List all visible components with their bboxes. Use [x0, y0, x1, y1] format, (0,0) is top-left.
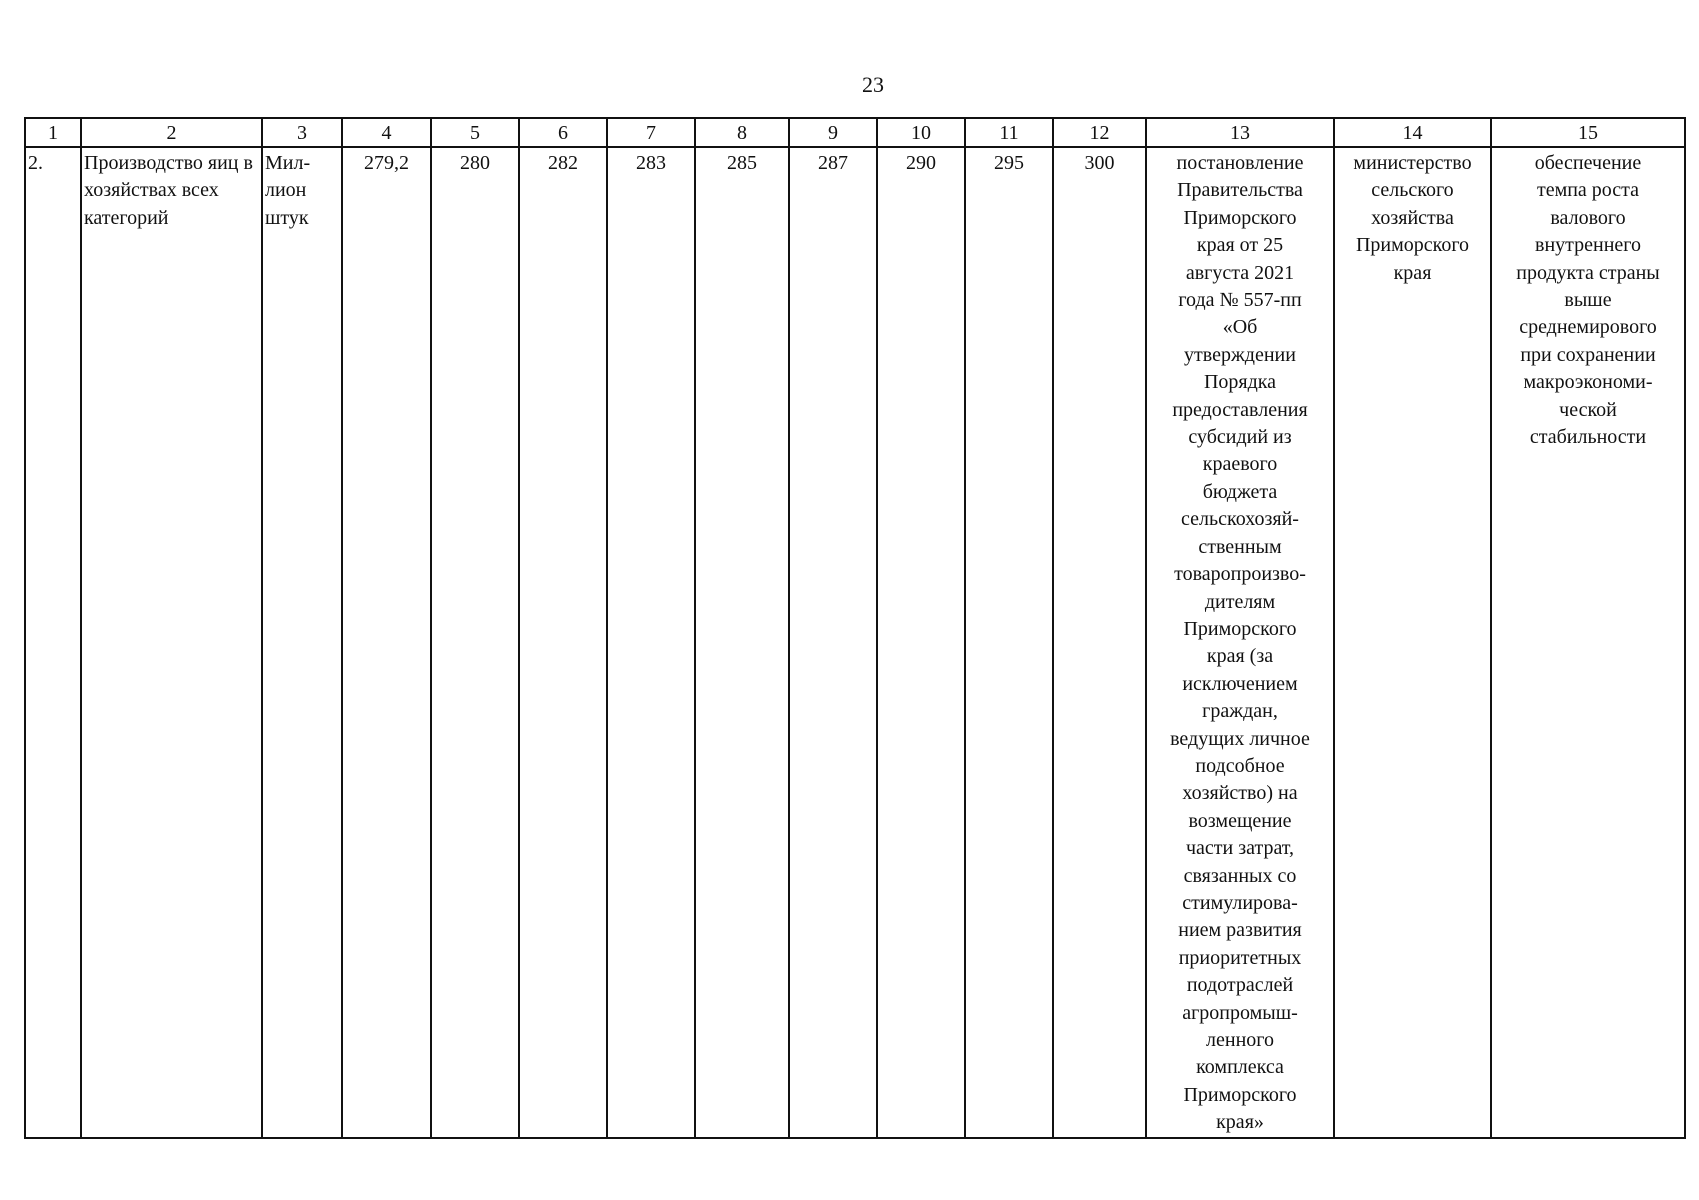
value-cell: 285 — [695, 147, 789, 1138]
column-number-row — [25, 118, 1685, 147]
value-cell: 283 — [607, 147, 695, 1138]
column-number: 3 — [262, 118, 342, 147]
legal-basis: постановление Правительства Приморского края от 25 августа 2021 года № 557-пп «Об утверждении Порядка предоставления субсидий из краевого бюджета сельскохозяй- ственным товаропроизво- дителям Приморского края (за исключением граждан, ведущих личное подсобное хозяйство) на возмещение части затрат, связанных со стимулирова- нием развития приоритетных подотраслей агропромыш- ленного комплекса Приморского края» — [1146, 147, 1334, 1138]
indicator-table — [24, 117, 1686, 1139]
column-number: 5 — [431, 118, 519, 147]
value-cell: 300 — [1053, 147, 1146, 1138]
responsible-body: министерство сельского хозяйства Приморского края — [1334, 147, 1491, 1138]
column-number: 12 — [1053, 118, 1146, 147]
page-number: 23 — [862, 72, 884, 97]
column-number: 10 — [877, 118, 965, 147]
column-number: 9 — [789, 118, 877, 147]
column-number: 1 — [25, 118, 81, 147]
column-number: 11 — [965, 118, 1053, 147]
column-number: 2 — [81, 118, 262, 147]
value-cell: 280 — [431, 147, 519, 1138]
value-cell: 282 — [519, 147, 607, 1138]
value-cell: 290 — [877, 147, 965, 1138]
column-number: 15 — [1491, 118, 1685, 147]
column-number: 13 — [1146, 118, 1334, 147]
column-number: 14 — [1334, 118, 1491, 147]
column-number: 6 — [519, 118, 607, 147]
column-number: 7 — [607, 118, 695, 147]
row-index: 2. — [25, 147, 81, 1138]
value-cell: 279,2 — [342, 147, 431, 1138]
column-number: 4 — [342, 118, 431, 147]
unit-of-measure: Мил- лион штук — [262, 147, 342, 1138]
table-row — [25, 147, 1685, 1138]
goal-description: обеспечение темпа роста валового внутреннего продукта страны выше среднемирового при сохранении макроэкономи- ческой стабильности — [1491, 147, 1685, 1138]
value-cell: 287 — [789, 147, 877, 1138]
indicator-name: Производство яиц в хозяйствах всех категорий — [81, 147, 262, 1138]
column-number: 8 — [695, 118, 789, 147]
value-cell: 295 — [965, 147, 1053, 1138]
